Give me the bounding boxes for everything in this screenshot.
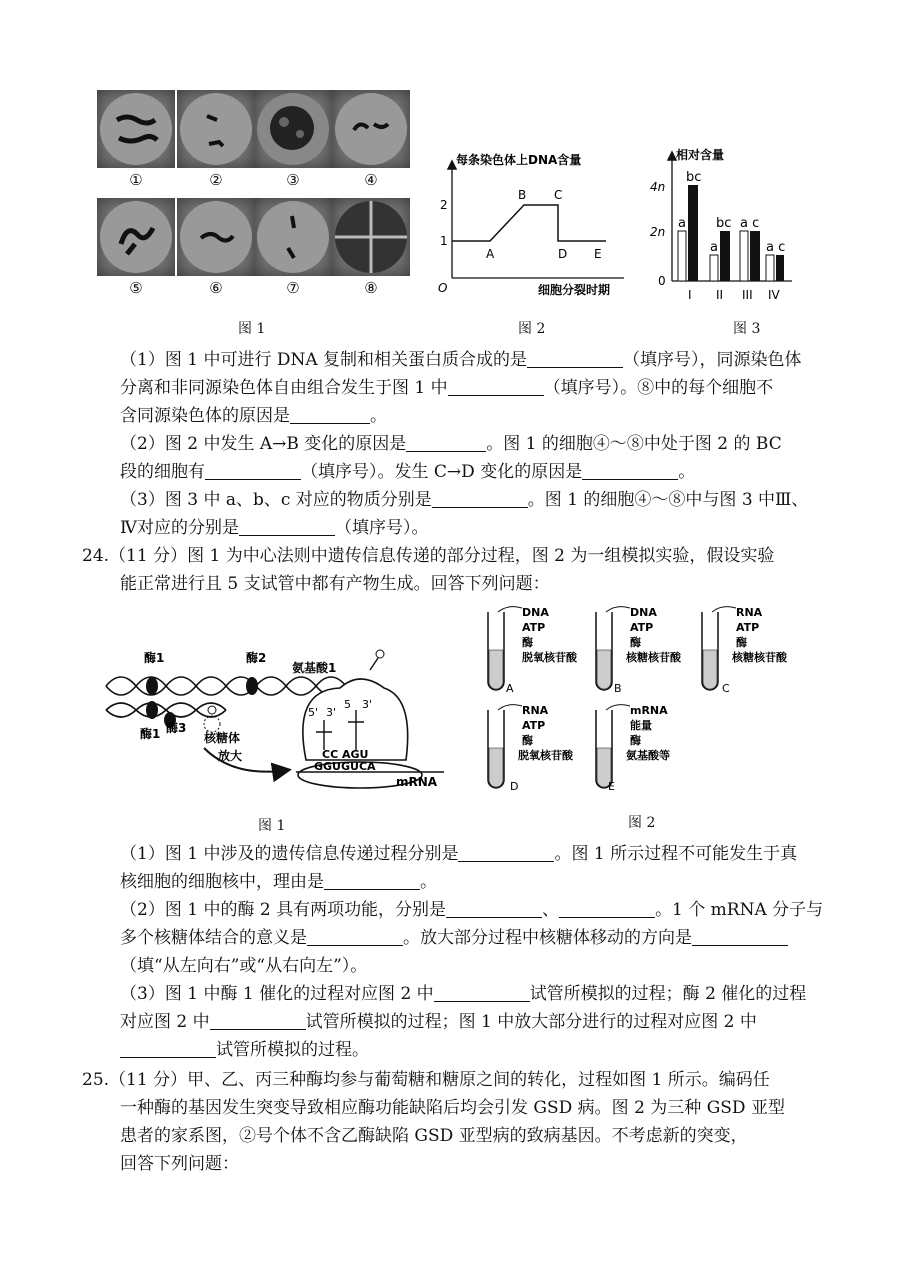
bar-I-a [678,231,686,281]
three-prime-b: 3' [362,698,373,711]
fig3-cat-III: III [742,288,753,302]
fig3-barlabel-4: bc [716,216,732,231]
q25-line3: 患者的家系图，②号个体不含乙酶缺陷 GSD 亚型病的致病基因。不考虑新的突变， [120,1126,748,1146]
fig2-ylabel: 每条染色体上DNA含量 [456,153,582,167]
bar-III-c [750,231,760,281]
svg-text:E: E [608,780,615,793]
enzyme1-bottom-label: 酶1 [140,727,161,741]
bar-II-a [710,255,718,281]
three-prime-a: 3' [326,706,337,719]
fig3-cat-IV: IV [768,288,780,302]
fig3-barlabel-3: a [710,240,718,255]
q24-body: （1）图 1 中涉及的遗传信息传递过程分别是 。图 1 所示过程不可能发生于真 核细胞的细胞核中，理由是 。 （2）图 1 中的酶 2 具有两项功能，分别是 、 。1 个 mRNA 分子与 多个核糖体结合的意义是 。放大部分过程中核糖体移动的方向是 （填“从左向右”或“从右向左”）。 （3）图 1 中酶 1 催化的过程对应图 2 中 试管所模拟的过程；酶 2 催化的过程 对应图 2 中 试管所模拟的过程；图 1 中放大部分进行的过程对应图 2 中 试管所模拟的过程。 [120,844,824,1060]
q24-fig1-caption: 图 1 [258,818,286,834]
five-prime-b: 5 [344,698,351,711]
answer-blank[interactable] [290,406,370,424]
svg-text:mRNA: mRNA [630,704,668,717]
micrograph-2 [177,90,255,168]
fig2-xlabel: 细胞分裂时期 [538,283,611,297]
svg-text:DNA: DNA [522,606,549,619]
svg-text:RNA: RNA [736,606,763,619]
svg-text:ATP: ATP [630,621,654,634]
svg-text:脱氧核苷酸: 脱氧核苷酸 [518,749,573,762]
fig2-point-A: A [486,247,495,261]
svg-text:DNA: DNA [630,606,657,619]
q25-line4: 回答下列问题： [120,1154,239,1174]
q24-fig1 [100,610,460,810]
answer-blank[interactable] [448,378,544,396]
label-2: ② [209,171,223,189]
fig3-cat-II: II [716,288,724,302]
answer-blank[interactable] [692,928,788,946]
q24-intro-line1: 24.（11 分）图 1 为中心法则中遗传信息传递的部分过程，图 2 为一组模拟实验，假设实验 [82,546,775,566]
fig2-point-D: D [558,247,568,261]
svg-text:酶: 酶 [522,734,533,747]
svg-text:酶: 酶 [522,636,533,649]
svg-text:氨基酸等: 氨基酸等 [626,749,670,762]
svg-text:脱氧核苷酸: 脱氧核苷酸 [522,651,577,664]
label-5: ⑤ [129,279,143,297]
micrograph-3 [254,90,332,168]
answer-blank[interactable] [406,434,486,452]
fig2-point-C: C [554,188,563,202]
label-3: ③ [286,171,300,189]
svg-text:C: C [722,682,730,695]
svg-text:B: B [614,682,622,695]
svg-text:酶: 酶 [736,636,747,649]
svg-text:RNA: RNA [522,704,549,717]
zoom-label: 放大 [218,749,243,763]
fig3-ytick-4n: 4n [650,180,666,194]
fig3-cat-I: I [688,288,692,302]
answer-blank[interactable] [210,1012,306,1030]
fig3-ylabel: 相对含量 [676,148,725,162]
codon-bottom: GGUGUCA [314,760,376,773]
tube-C [694,604,804,696]
answer-blank[interactable] [458,844,554,862]
svg-text:ATP: ATP [522,719,546,732]
svg-text:核糖核苷酸: 核糖核苷酸 [732,651,787,664]
fig1-caption: 图 1 [238,321,266,337]
codon-top: CC AGU [322,748,369,761]
micrograph-7 [254,198,332,276]
tube-B [588,604,688,696]
tube-E [588,702,698,794]
svg-text:D: D [510,780,519,793]
enzyme3-label: 酶3 [166,721,187,735]
micrograph-4 [332,90,410,168]
micrograph-5 [97,198,175,276]
fig2-origin: O [438,281,448,295]
answer-blank[interactable] [432,490,528,508]
enzyme1-top-label: 酶1 [144,651,165,665]
fig2-ytick-2: 2 [440,198,448,212]
label-1: ① [129,171,143,189]
answer-blank[interactable] [120,1040,216,1058]
fig2-point-B: B [518,188,527,202]
answer-blank[interactable] [527,350,623,368]
fig3-barlabel-5: a c [740,216,760,231]
tube-D [480,702,580,794]
bar-II-bc [720,231,730,281]
fig3-ytick-0: 0 [658,274,666,288]
bar-IV-c [776,255,784,281]
svg-text:核糖核苷酸: 核糖核苷酸 [626,651,681,664]
fig3-chart [646,145,796,305]
answer-blank[interactable] [324,872,420,890]
bar-III-a [740,231,748,281]
five-prime-a: 5' [308,706,319,719]
fig2-point-E: E [594,247,602,261]
micrograph-6 [177,198,255,276]
fig3-caption: 图 3 [733,321,761,337]
svg-text:ATP: ATP [736,621,760,634]
svg-text:酶: 酶 [630,636,641,649]
micrograph-8 [332,198,410,276]
ribosome-label: 核糖体 [204,731,241,745]
q25-line2: 一种酶的基因发生突变导致相应酶功能缺陷后均会引发 GSD 病。图 2 为三种 GSD 亚型 [120,1098,785,1118]
q25-line1: 25.（11 分）甲、乙、丙三种酶均参与葡萄糖和糖原之间的转化，过程如图 1 所示。编码任 [82,1070,770,1090]
svg-text:ATP: ATP [522,621,546,634]
bar-IV-a [766,255,774,281]
svg-text:能量: 能量 [630,719,652,732]
fig3-barlabel-2: bc [686,170,702,185]
q24-intro-line2: 能正常进行且 5 支试管中都有产物生成。回答下列问题： [120,574,550,594]
answer-blank[interactable] [307,928,403,946]
micrograph-1 [97,90,175,168]
answer-blank[interactable] [446,900,542,918]
q23-body: （1）图 1 中可进行 DNA 复制和相关蛋白质合成的是 （填序号），同源染色体 分离和非同源染色体自由组合发生于图 1 中 （填序号）。⑧中的每个细胞不 含同源染色体的原因是 。 （2）图 2 中发生 A→B 变化的原因是 。图 1 的细胞④～⑧中处于图 2 的 BC 段的细胞有 （填序号）。发生 C→D 变化的原因是 。 （3）图 3 中 a、b、c 对应的物质分别是 。图 1 的细胞④～⑧中与图 3 中Ⅲ、 Ⅳ对应的分别是 （填序号）。 [120,350,809,538]
label-7: ⑦ [286,279,300,297]
answer-blank[interactable] [434,984,530,1002]
mrna-label: mRNA [396,775,438,789]
label-8: ⑧ [364,279,378,297]
fig2-caption: 图 2 [518,321,546,337]
tube-A [480,604,577,696]
fig2-chart [428,150,628,300]
fig2-line [452,205,606,241]
label-6: ⑥ [209,279,223,297]
q25-body [82,1066,822,1178]
answer-blank[interactable] [582,462,678,480]
answer-blank[interactable] [239,518,335,536]
enzyme2-label: 酶2 [246,651,267,665]
label-4: ④ [364,171,378,189]
svg-text:酶: 酶 [630,734,641,747]
q24-fig2-caption: 图 2 [628,815,656,831]
bar-I-bc [688,185,698,281]
answer-blank[interactable] [205,462,301,480]
fig2-ytick-1: 1 [440,234,448,248]
fig3-ytick-2n: 2n [650,225,666,239]
amino-acid-label: 氨基酸1 [292,661,337,675]
fig3-barlabel-6: a c [766,240,786,255]
q24-intro [82,542,822,598]
fig3-barlabel-1: a [678,216,686,231]
svg-text:A: A [506,682,514,695]
answer-blank[interactable] [559,900,655,918]
